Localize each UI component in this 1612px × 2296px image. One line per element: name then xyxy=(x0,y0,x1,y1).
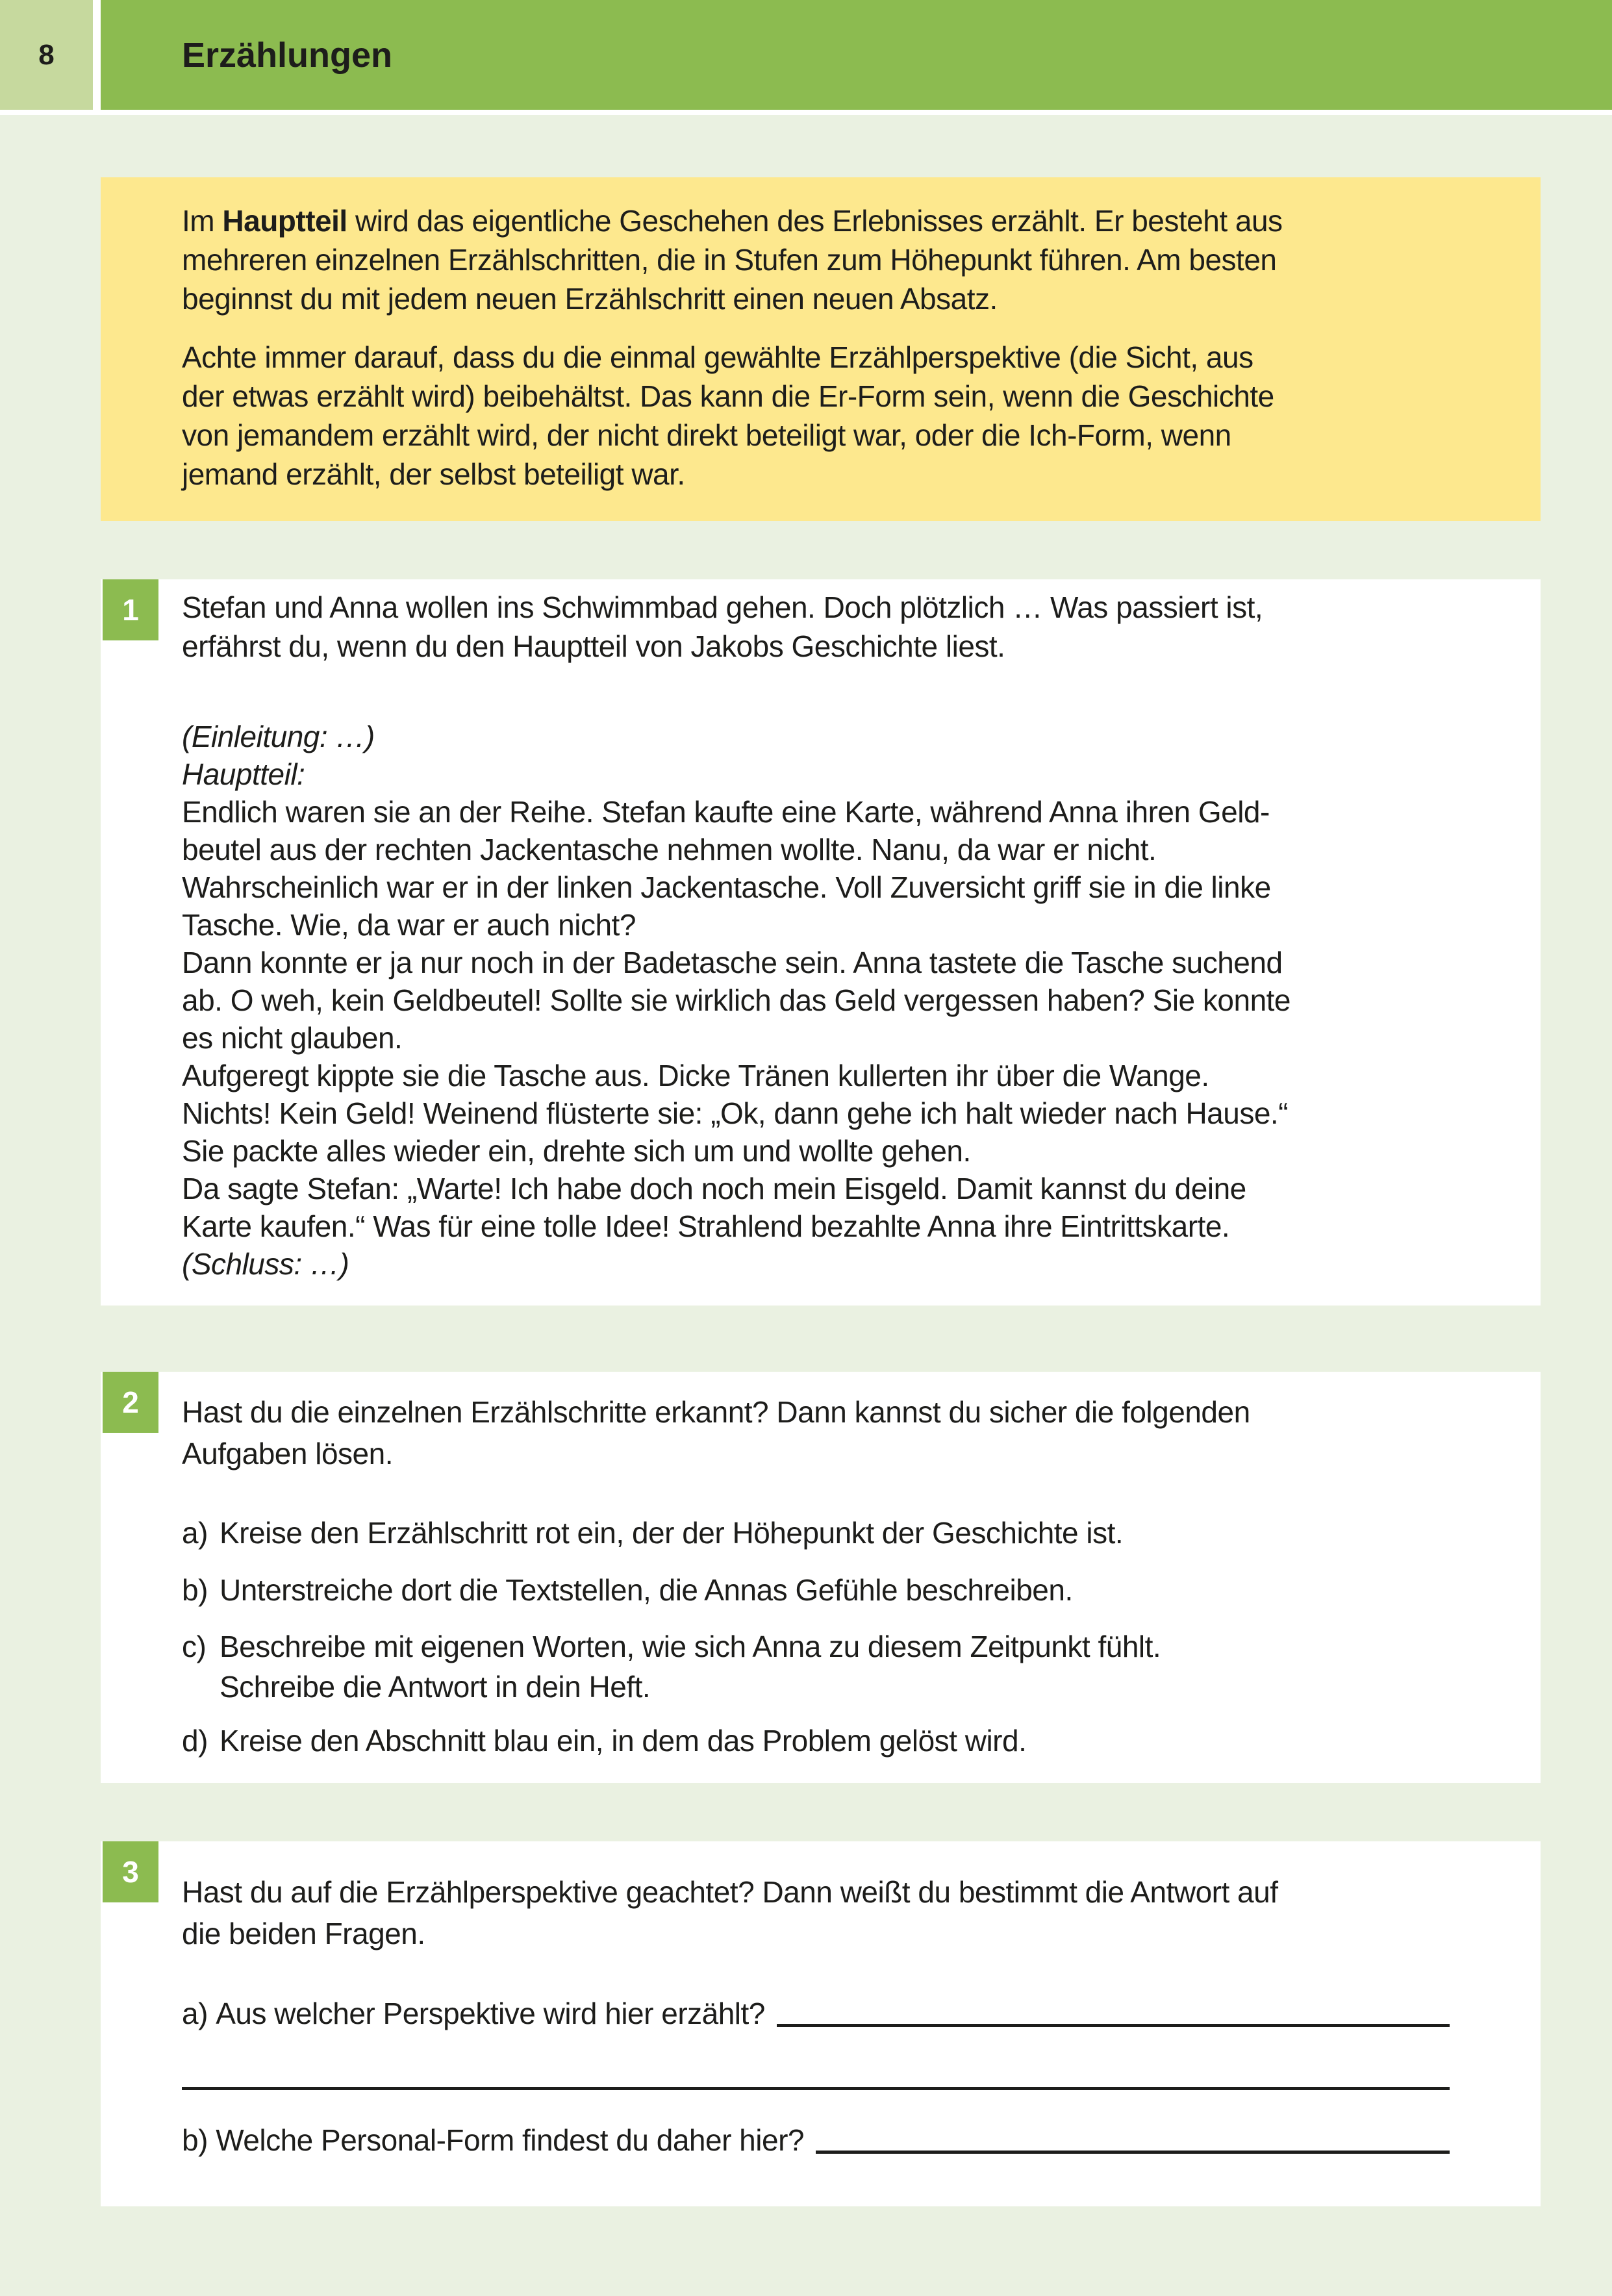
exercise-2-number-badge xyxy=(103,1372,158,1433)
exercise-2-intro xyxy=(182,1391,1450,1474)
question-a-label: a) xyxy=(182,1997,208,2030)
exercise-2-intro-line: Aufgaben lösen. xyxy=(182,1437,393,1470)
exercise-1-number: 1 xyxy=(122,593,139,627)
info-p1-line: beginnst du mit jedem neuen Erzählschritt einen neuen Absatz. xyxy=(182,282,998,316)
question-b-row xyxy=(182,2120,1450,2160)
exercise-1-intro xyxy=(182,588,1450,666)
exercise-3-number-badge xyxy=(103,1841,158,1902)
story-line: Endlich waren sie an der Reihe. Stefan kaufte eine Karte, während Anna ihren Geld- xyxy=(182,795,1270,829)
story-line: Da sagte Stefan: „Warte! Ich habe doch noch mein Eisgeld. Damit kannst du deine xyxy=(182,1172,1246,1205)
info-box xyxy=(101,177,1541,521)
story-line: Nichts! Kein Geld! Weinend flüsterte sie: „Ok, dann gehe ich halt wieder nach Hause.“ xyxy=(182,1096,1289,1130)
story-einleitung-label: (Einleitung: …) xyxy=(182,720,375,753)
story-line: Karte kaufen.“ Was für eine tolle Idee! Strahlend bezahlte Anna ihre Eintrittskarte. xyxy=(182,1209,1230,1243)
task-item-c xyxy=(182,1626,1450,1707)
info-p2-line: Achte immer darauf, dass du die einmal gewählte Erzählperspektive (die Sicht, aus xyxy=(182,340,1253,374)
task-item-label: a) xyxy=(182,1516,208,1550)
exercise-1-number-badge xyxy=(103,579,158,640)
task-item-line: Kreise den Erzählschritt rot ein, der der Höhepunkt der Geschichte ist. xyxy=(220,1516,1124,1550)
question-a-row xyxy=(182,1993,1450,2034)
exercise-3 xyxy=(101,1841,1541,2206)
story-line: Tasche. Wie, da war er auch nicht? xyxy=(182,908,636,942)
story-line: Aufgeregt kippte sie die Tasche aus. Dicke Tränen kullerten ihr über die Wange. xyxy=(182,1059,1209,1092)
info-p2-line: jemand erzählt, der selbst beteiligt war. xyxy=(182,457,685,491)
exercise-1-intro-line: Stefan und Anna wollen ins Schwimmbad gehen. Doch plötzlich … Was passiert ist, xyxy=(182,590,1263,624)
task-item-label: d) xyxy=(182,1724,208,1758)
info-p1-pre: Im xyxy=(182,204,223,238)
exercise-1 xyxy=(101,579,1541,1306)
task-item-text xyxy=(220,1626,1161,1707)
exercise-3-intro xyxy=(182,1871,1450,1954)
task-item-line: Beschreibe mit eigenen Worten, wie sich Anna zu diesem Zeitpunkt fühlt. xyxy=(220,1630,1161,1663)
answer-line-a xyxy=(777,1993,1450,2027)
story-hauptteil-label: Hauptteil: xyxy=(182,757,305,791)
info-paragraph-2 xyxy=(182,338,1502,494)
task-item-text xyxy=(220,1513,1123,1553)
task-item-text xyxy=(220,1721,1026,1761)
info-p2-line: der etwas erzählt wird) beibehältst. Das kann die Er-Form sein, wenn die Geschichte xyxy=(182,379,1274,413)
exercise-3-intro-line: Hast du auf die Erzählperspektive geachtet? Dann weißt du bestimmt die Antwort auf xyxy=(182,1875,1278,1909)
question-b-text xyxy=(182,2120,804,2160)
exercise-2-intro-line: Hast du die einzelnen Erzählschritte erkannt? Dann kannst du sicher die folgenden xyxy=(182,1395,1250,1429)
story-line: Dann konnte er ja nur noch in der Badetasche sein. Anna tastete die Tasche suchend xyxy=(182,946,1283,979)
exercise-2-content xyxy=(101,1372,1541,1783)
story-line: ab. O weh, kein Geldbeutel! Sollte sie wirklich das Geld vergessen haben? Sie konnte xyxy=(182,983,1291,1017)
header-horizontal-gap xyxy=(0,110,1612,115)
info-p1-line: mehreren einzelnen Erzählschritten, die in Stufen zum Höhepunkt führen. Am besten xyxy=(182,243,1277,277)
task-item-d xyxy=(182,1721,1450,1761)
answer-line-a-continued xyxy=(182,2087,1450,2090)
story-schluss-label: (Schluss: …) xyxy=(182,1247,349,1281)
task-item-line: Schreibe die Antwort in dein Heft. xyxy=(220,1670,651,1704)
exercise-1-intro-line: erfährst du, wenn du den Hauptteil von Jakobs Geschichte liest. xyxy=(182,629,1005,663)
page-number-box xyxy=(0,0,93,110)
story-line: Wahrscheinlich war er in der linken Jackentasche. Voll Zuversicht griff sie in die linke xyxy=(182,870,1271,904)
question-a-text xyxy=(182,1993,765,2034)
info-p1-keyword: Hauptteil xyxy=(222,204,347,238)
info-p2-line: von jemandem erzählt wird, der nicht direkt beteiligt war, oder die Ich-Form, wenn xyxy=(182,418,1231,452)
question-b-prompt: Welche Personal-Form findest du daher hier? xyxy=(216,2123,804,2157)
question-b-label: b) xyxy=(182,2123,208,2157)
exercise-2-number: 2 xyxy=(122,1385,139,1419)
story-line: Sie packte alles wieder ein, drehte sich um und wollte gehen. xyxy=(182,1134,971,1168)
exercise-1-content xyxy=(101,579,1541,1306)
info-p1-rest: wird das eigentliche Geschehen des Erlebnisses erzählt. Er besteht aus xyxy=(347,204,1283,238)
exercise-3-intro-line: die beiden Fragen. xyxy=(182,1917,425,1950)
chapter-header-bar xyxy=(101,0,1612,110)
chapter-title: Erzählungen xyxy=(182,35,393,75)
page-number: 8 xyxy=(38,38,55,71)
task-item-label: b) xyxy=(182,1573,208,1607)
info-p1-line xyxy=(182,201,1502,240)
exercise-3-content xyxy=(101,1841,1541,2206)
info-paragraph-1 xyxy=(182,201,1502,318)
task-item-line: Unterstreiche dort die Textstellen, die Annas Gefühle beschreiben. xyxy=(220,1573,1073,1607)
answer-line-b xyxy=(816,2120,1450,2154)
task-item-a xyxy=(182,1513,1450,1553)
header-vertical-gap xyxy=(93,0,101,110)
question-a-prompt: Aus welcher Perspektive wird hier erzählt? xyxy=(216,1997,765,2030)
task-item-b xyxy=(182,1570,1450,1610)
story-text xyxy=(182,793,1450,1283)
exercise-3-number: 3 xyxy=(122,1855,139,1889)
exercise-2 xyxy=(101,1372,1541,1783)
story-line: es nicht glauben. xyxy=(182,1021,403,1055)
task-item-text xyxy=(220,1570,1073,1610)
task-item-label: c) xyxy=(182,1630,207,1663)
task-item-line: Kreise den Abschnitt blau ein, in dem das Problem gelöst wird. xyxy=(220,1724,1027,1758)
story-line: beutel aus der rechten Jackentasche nehmen wollte. Nanu, da war er nicht. xyxy=(182,833,1157,866)
